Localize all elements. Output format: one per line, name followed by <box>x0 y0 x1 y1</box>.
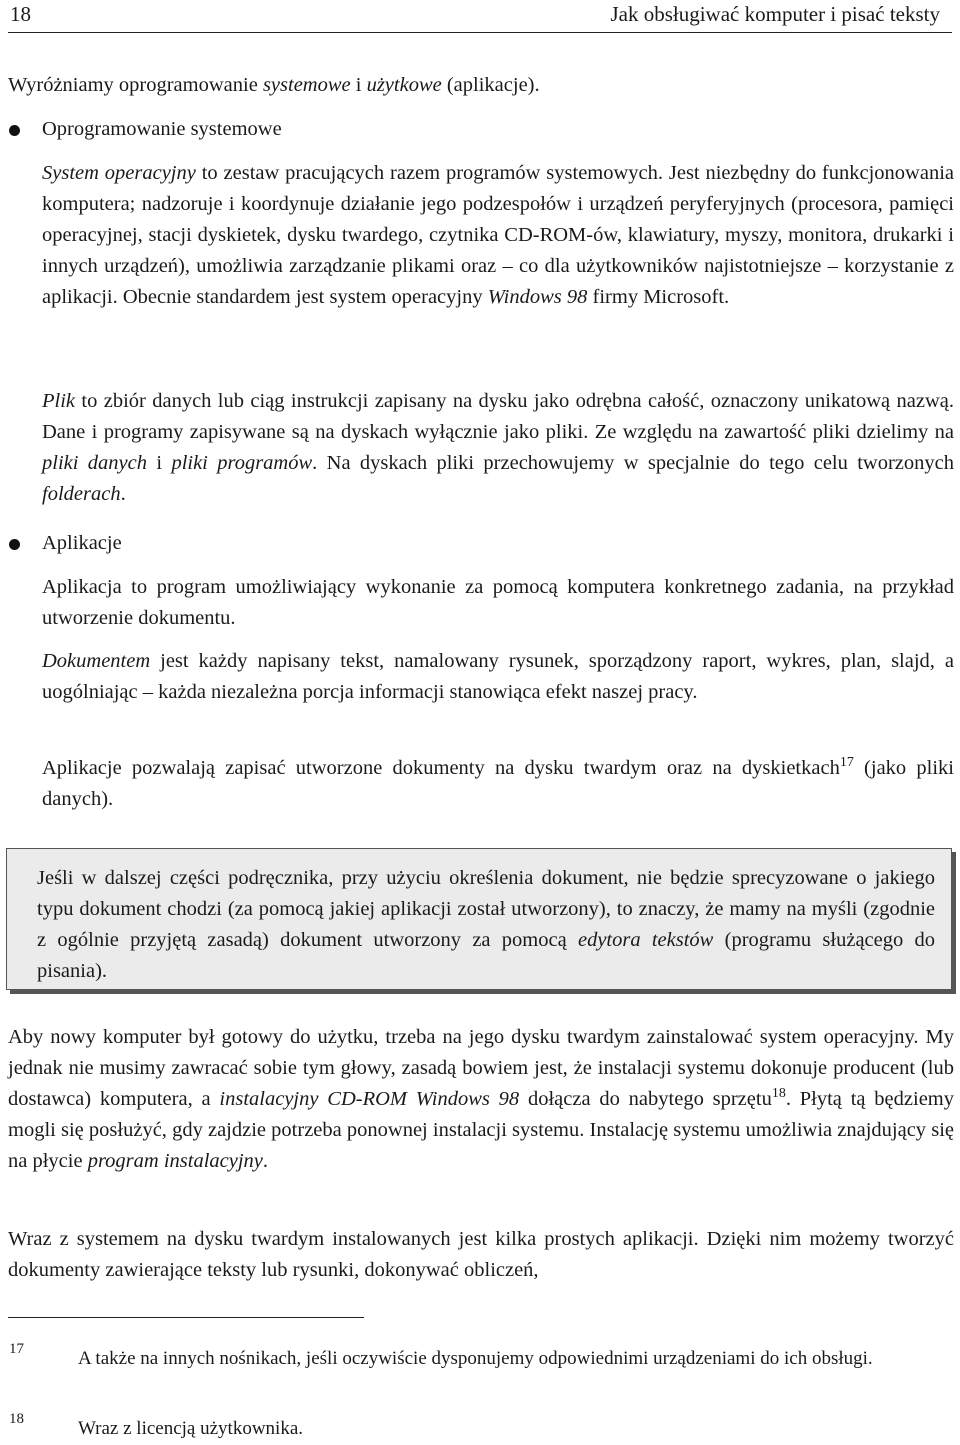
note-box <box>6 848 952 990</box>
footnote-number: 18 <box>9 1411 24 1427</box>
footnote-ref-17: 17 <box>839 755 854 771</box>
page-header <box>8 0 952 33</box>
paragraph-save-documents: Aplikacje pozwalają zapisać utworzone dokumenty na dysku twardym oraz na dyskietkach$^{17}$ (jako pliki danych). <box>42 755 954 810</box>
paragraph-installation: Aby nowy komputer był gotowy do użytku, trzeba na jego dysku twardym zainstalować system operacyjny. My jednak nie musimy zawracać sobie tym głowy, zasadą bowiem jest, że instalacji systemu dokonuje producent (lub dostawca) komputera, a instalacyjny CD-ROM Windows 98 dołącza do nabytego sprzętu$^{18}$. Płytą tą będziemy mogli się posłużyć, gdy zajdzie potrzeba ponownej instalacji systemu. Instalację systemu umożliwia znajdujący się na płycie program instalacyjny. <box>8 1026 954 1172</box>
running-title: Jak obsługiwać komputer i pisać teksty <box>610 2 940 26</box>
paragraph-application: Aplikacja to program umożliwiający wykonanie za pomocą komputera konkretnego zadania, na przykład utworzenie dokumentu. <box>42 576 954 629</box>
footnote-number: 17 <box>9 1341 24 1357</box>
section-heading-applications: Aplikacje <box>42 532 122 554</box>
paragraph-built-in-apps: Wraz z systemem na dysku twardym instalowanych jest kilka prostych aplikacji. Dzięki nim możemy tworzyć dokumenty zawierające teksty lub rysunki, dokonywać obliczeń, <box>8 1228 954 1281</box>
footnote-ref-18: 18 <box>771 1086 786 1102</box>
page-number: 18 <box>10 2 31 26</box>
bullet-icon <box>9 125 20 136</box>
footnote-separator <box>8 1317 364 1318</box>
paragraph-system-os: System operacyjny to zestaw pracujących razem programów systemowych. Jest niezbędny do funkcjonowania komputera; nadzoruje i koordynuje działanie jego podzespołów i urządzeń peryferyjnych (procesora, pamięci operacyjnej, stacji dyskietek, dysku twardego, czytnika CD-ROM-ów, klawiatury, myszy, monitora, drukarki i innych urządzeń), umożliwia zarządzanie plikami oraz – co dla użytkowników najistotniejsze – korzystanie z aplikacji. Obecnie standardem jest system operacyjny Windows 98 firmy Microsoft. <box>42 162 955 308</box>
paragraph-document: Dokumentem jest każdy napisany tekst, namalowany rysunek, sporządzony raport, wykres, plan, slajd, a uogólniając – każda niezależna porcja informacji stanowiąca efekt naszej pracy. <box>42 650 954 703</box>
section-heading-system: Oprogramowanie systemowe <box>42 118 282 140</box>
bullet-icon <box>9 539 20 550</box>
paragraph-file: Plik to zbiór danych lub ciąg instrukcji zapisany na dysku jako odrębna całość, oznaczony unikatową nazwą. Dane i programy zapisywane są na dyskach wyłącznie jako pliki. Ze względu na zawartość pliki dzielimy na pliki danych i pliki programów. Na dyskach pliki przechowujemy w specjalnie do tego celu tworzonych folderach. <box>42 390 955 505</box>
footnote-text: A także na innych nośnikach, jeśli oczywiście dysponujemy odpowiednimi urządzeniami do ich obsługi. <box>78 1348 873 1369</box>
intro-paragraph: Wyróżniamy oprogramowanie systemowe i użytkowe (aplikacje). <box>8 74 540 96</box>
footnote-text: Wraz z licencją użytkownika. <box>78 1418 304 1439</box>
note-text: Jeśli w dalszej części podręcznika, przy użyciu określenia dokument, nie będzie sprecyzowane o jakiego typu dokument chodzi (za pomocą jakiej aplikacji został utworzony), to znaczy, że mamy na myśli (zgodnie z ogólnie przyjętą zasadą) dokument utworzony za pomocą edytora tekstów (programu służącego do pisania). <box>37 867 936 982</box>
